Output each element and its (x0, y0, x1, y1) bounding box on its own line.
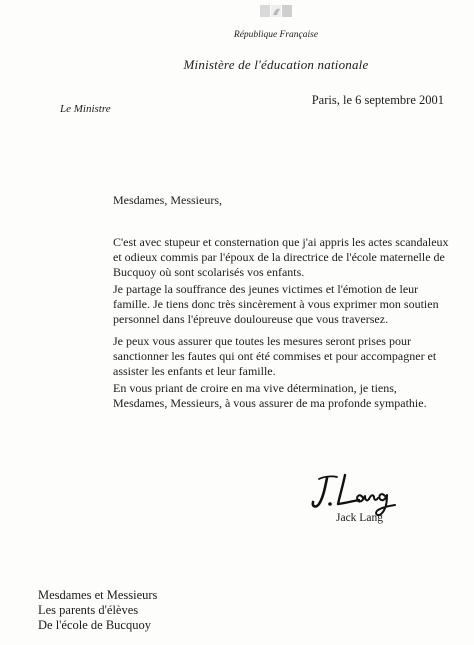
paragraph-2: Je partage la souffrance des jeunes victimes et l'émotion de leur famille. Je tiens donc très sincèrement à vous exprimer mon soutien personnel dans l'épreuve douloureuse que vous traversez. (113, 282, 439, 326)
date-line: Paris, le 6 septembre 2001 (311, 93, 444, 107)
paragraph-4: En vous priant de croire en ma vive détermination, je tiens, Mesdames, Messieurs, à vous assurer de ma profonde sympathie. (113, 381, 427, 410)
le-ministre-label: Le Ministre (60, 103, 111, 115)
marianne-emblem-icon (259, 3, 293, 21)
republique-francaise-header: République Française (233, 30, 319, 40)
recipient-line-3: De l'école de Bucquoy (38, 618, 151, 632)
recipient-line-2: Les parents d'élèves (38, 603, 139, 617)
salutation: Mesdames, Messieurs, (113, 193, 222, 207)
recipient-line-1: Mesdames et Messieurs (38, 588, 158, 602)
ministry-header: Ministère de l'éducation nationale (183, 57, 369, 72)
recipient-address (38, 588, 157, 633)
paragraph-1: C'est avec stupeur et consternation que j'ai appris les actes scandaleux et odieux commis par l'époux de la directrice de l'école maternelle de Bucquoy où sont scolarisés vos enfants. (113, 235, 449, 279)
signatory-name: Jack Lang (336, 512, 383, 524)
paragraph-3: Je peux vous assurer que toutes les mesures seront prises pour sanctionner les fautes qui ont été commises et pour accompagner et assister les enfants et leur famille. (113, 334, 437, 378)
